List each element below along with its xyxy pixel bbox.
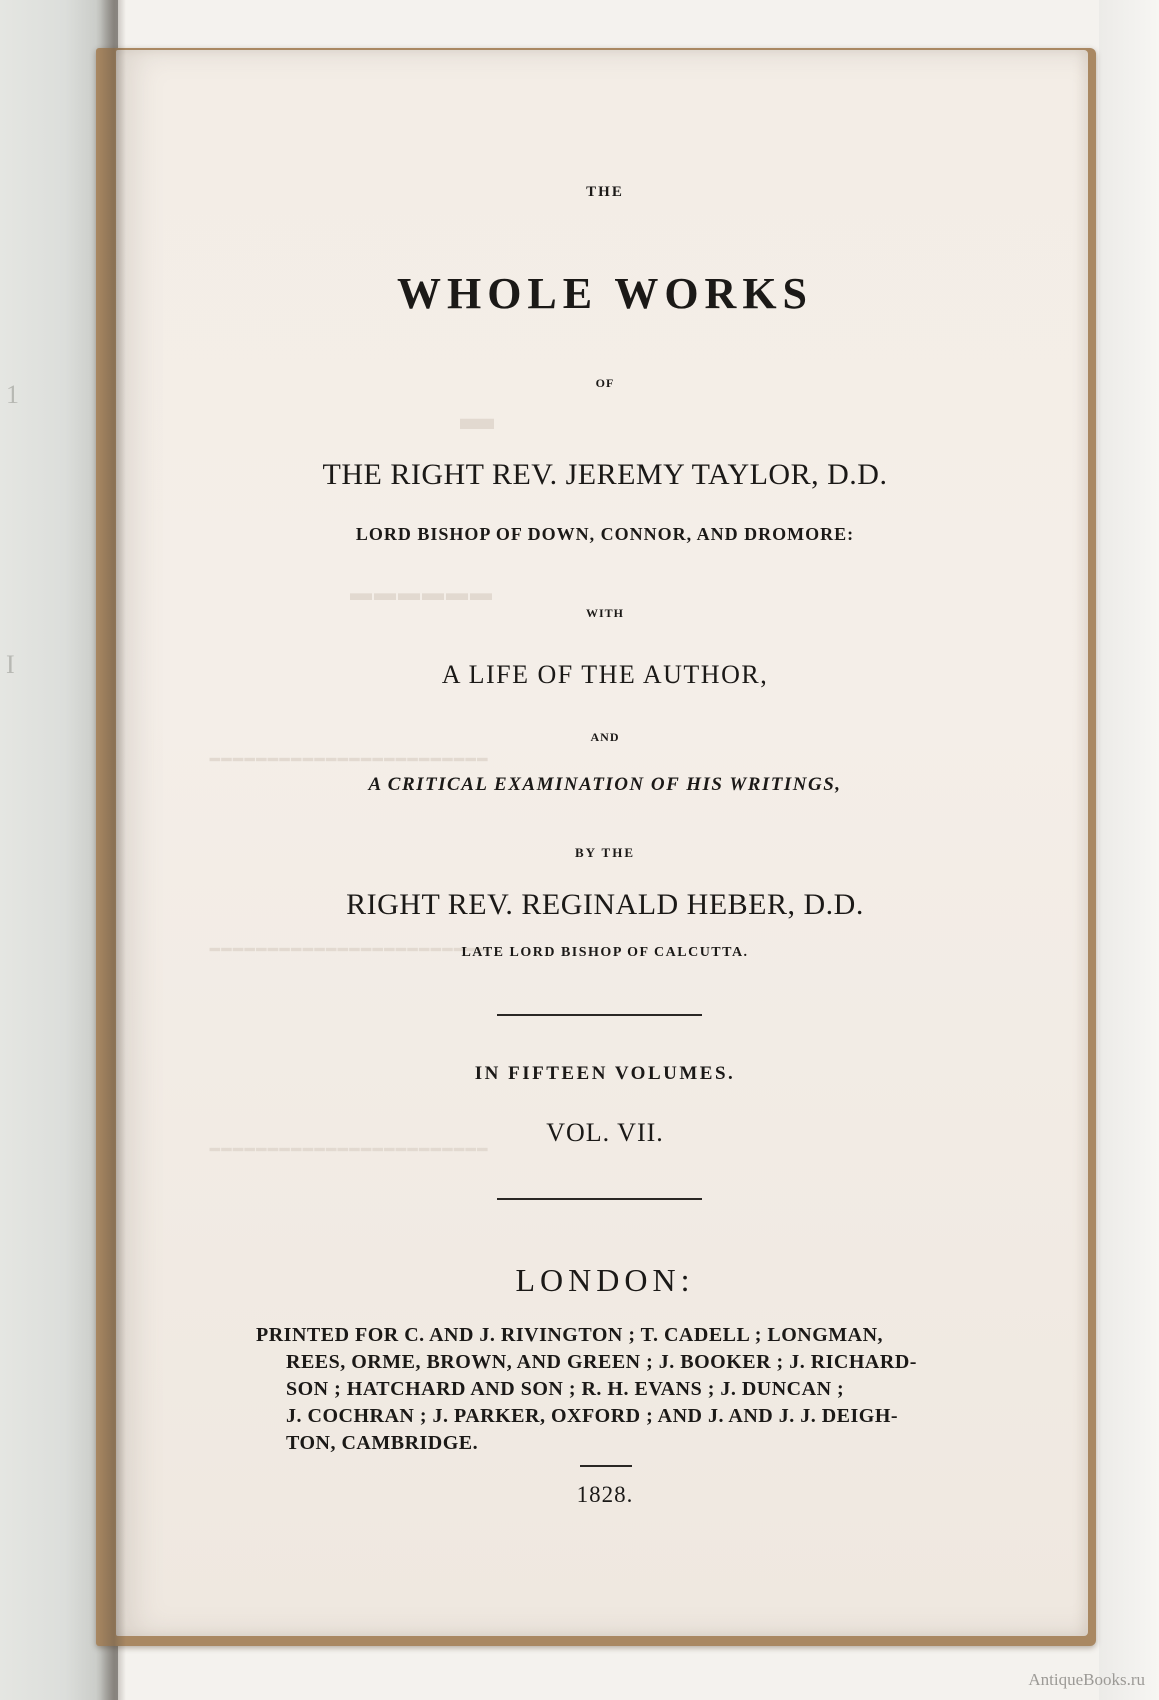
editor-name: RIGHT REV. REGINALD HEBER, D.D. <box>346 888 864 921</box>
imprint-line: TON, CAMBRIDGE. <box>286 1432 479 1454</box>
year-rule <box>580 1465 632 1467</box>
volumes-count: IN FIFTEEN VOLUMES. <box>474 1063 736 1084</box>
main-title: WHOLE WORKS <box>396 269 814 318</box>
the-label: THE <box>586 184 624 200</box>
by-the-label: BY THE <box>574 845 636 860</box>
left-page-glyph: 1 <box>6 380 19 409</box>
and-label: AND <box>590 730 620 744</box>
watermark: AntiqueBooks.ru <box>1028 1670 1145 1689</box>
imprint-line: PRINTED FOR C. AND J. RIVINGTON ; T. CADELL ; LONGMAN, <box>256 1324 884 1346</box>
critical-examination: A CRITICAL EXAMINATION OF HIS WRITINGS, <box>368 774 842 795</box>
life-of-author: A LIFE OF THE AUTHOR, <box>441 660 769 689</box>
imprint-line: REES, ORME, BROWN, AND GREEN ; J. BOOKER ; J. RICHARD- <box>286 1351 917 1373</box>
author-name: THE RIGHT REV. JEREMY TAYLOR, D.D. <box>322 458 888 491</box>
city: LONDON: <box>515 1262 695 1298</box>
divider-rule <box>497 1014 702 1016</box>
of-label: OF <box>595 376 615 390</box>
imprint-line: SON ; HATCHARD AND SON ; R. H. EVANS ; J. DUNCAN ; <box>286 1378 845 1400</box>
author-title: LORD BISHOP OF DOWN, CONNOR, AND DROMORE: <box>355 524 855 544</box>
left-page-glyph: I <box>6 650 15 679</box>
imprint-line: J. COCHRAN ; J. PARKER, OXFORD ; AND J. AND J. J. DEIGH- <box>286 1405 899 1427</box>
volume-number: VOL. VII. <box>546 1118 664 1147</box>
divider-rule <box>497 1198 702 1200</box>
editor-title: LATE LORD BISHOP OF CALCUTTA. <box>461 945 749 960</box>
imprint-block <box>252 1322 970 1457</box>
spine-shadow <box>96 0 126 1700</box>
publication-year: 1828. <box>576 1482 634 1507</box>
with-label: WITH <box>585 606 624 620</box>
